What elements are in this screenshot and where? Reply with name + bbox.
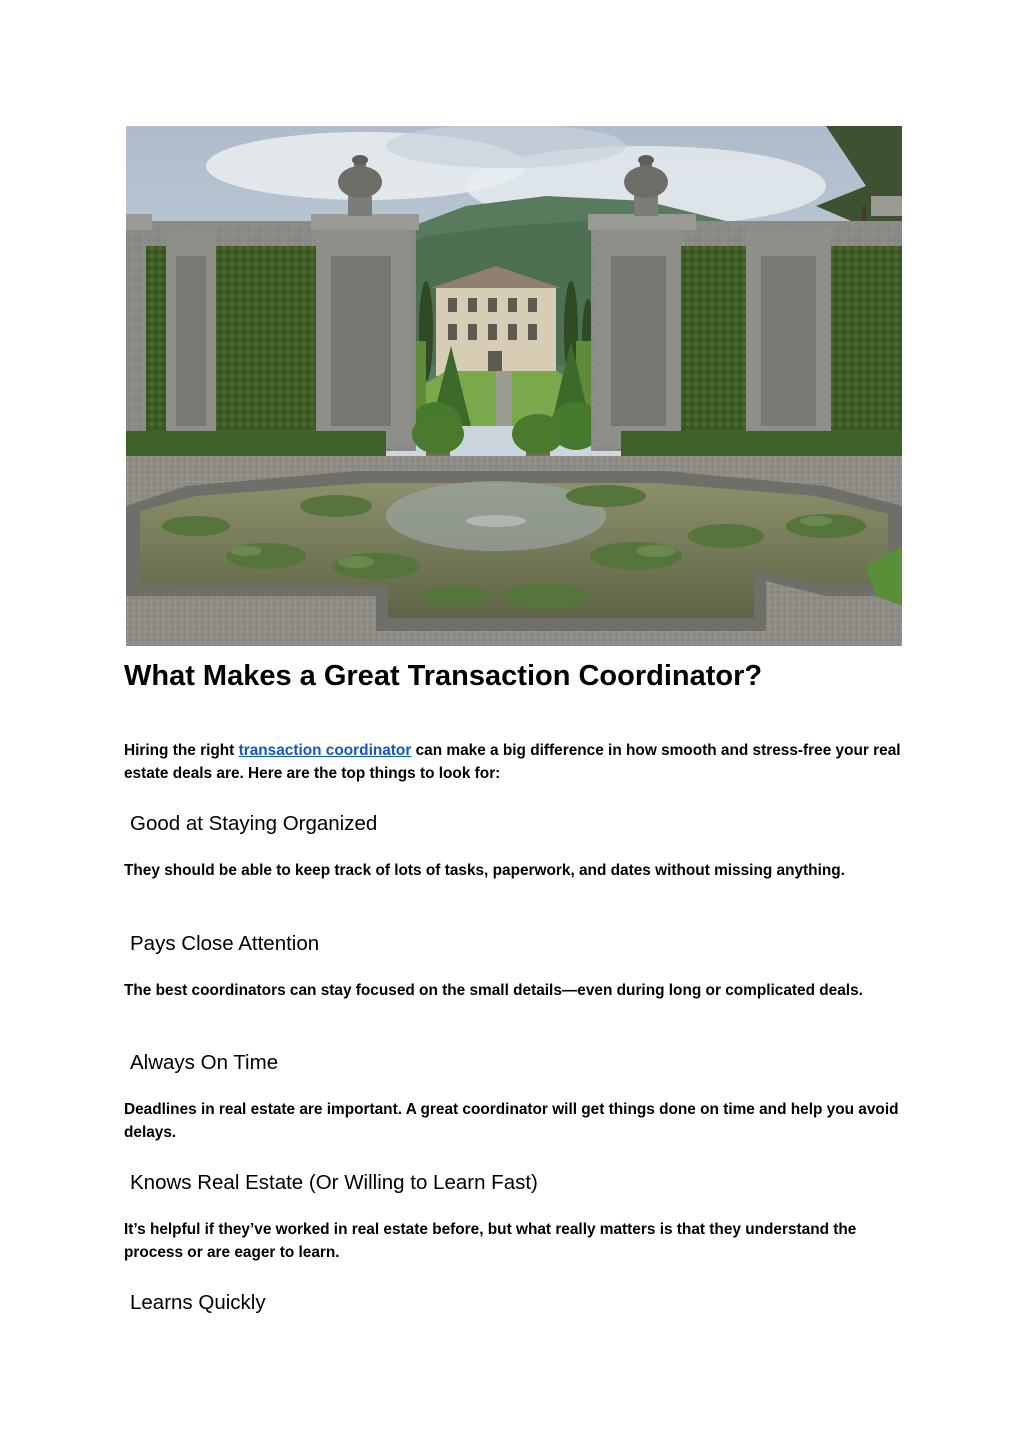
- intro-text-before-link: Hiring the right: [124, 742, 239, 759]
- section-body-on-time: Deadlines in real estate are important. A great coordinator will get things done on time and help you avoid delays.: [124, 1101, 899, 1141]
- section-heading-organized: Good at Staying Organized: [130, 812, 378, 835]
- section-body-real-estate: It’s helpful if they’ve worked in real estate before, but what really matters is that they understand the process or are eager to learn.: [124, 1221, 857, 1261]
- section-heading-real-estate: Knows Real Estate (Or Willing to Learn Fast): [130, 1171, 538, 1194]
- section-body-organized: They should be able to keep track of lots of tasks, paperwork, and dates without missing anything.: [124, 862, 845, 879]
- intro-paragraph: [124, 740, 904, 785]
- intro-text-after-link: can make a big difference in how smooth and stress-free your real estate deals are. Here are the top things to look for:: [124, 742, 901, 782]
- villa-garden-photo: [126, 126, 902, 646]
- transaction-coordinator-link[interactable]: transaction coordinator: [238, 742, 412, 759]
- section-heading-learns-quickly: Learns Quickly: [130, 1291, 266, 1314]
- section-heading-on-time: Always On Time: [130, 1051, 279, 1074]
- article-title: What Makes a Great Transaction Coordinator?: [124, 660, 763, 692]
- villa-garden-illustration: [126, 126, 902, 646]
- section-body-attention: The best coordinators can stay focused on the small details—even during long or complicated deals.: [124, 982, 863, 999]
- section-heading-attention: Pays Close Attention: [130, 932, 320, 955]
